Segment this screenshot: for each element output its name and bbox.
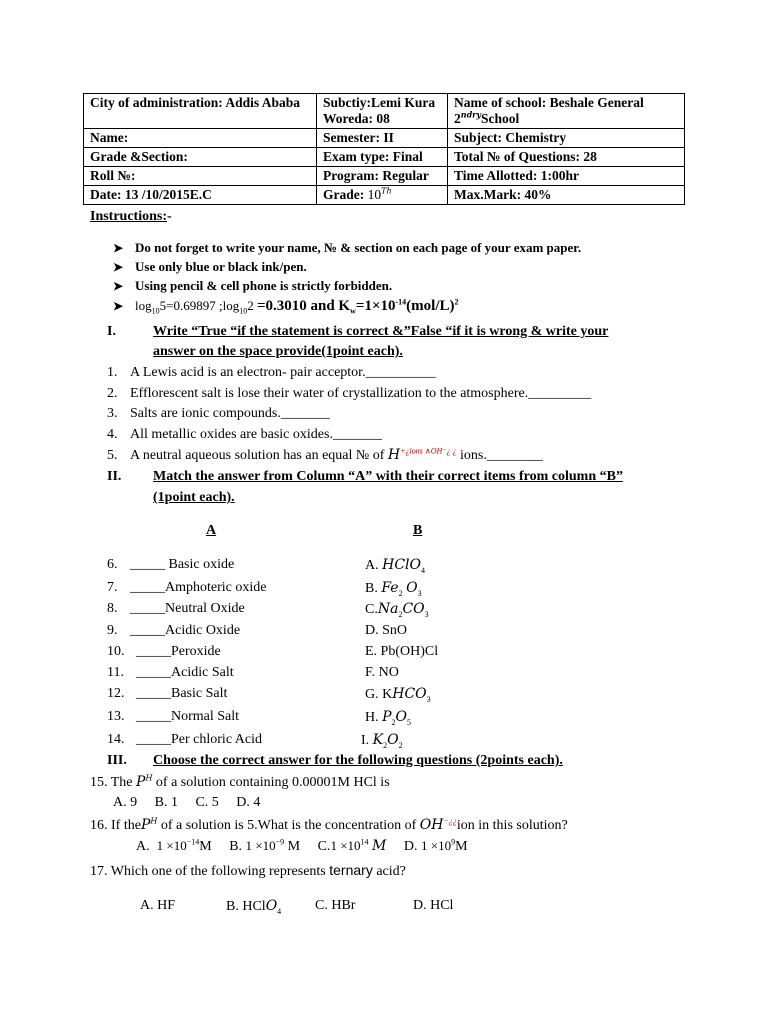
- question-5: 5. A neutral aqueous solution has an equal № of $H^{+¿ions \wedge OH^-¿ ¿}$ ions.________: [107, 446, 543, 463]
- instruction-log-values: ➤ $\log_{10}5=0.69897$ $;\log_{10}2 =0.3010$ and $K_w=1\times 10^{-14}(mol/L)^2$: [113, 295, 581, 317]
- question-1: 1. A Lewis acid is an electron- pair acceptor.__________: [107, 365, 436, 380]
- match-option-e: E. Pb(OH)Cl: [365, 644, 439, 659]
- header-program: Program: Regular: [317, 167, 448, 186]
- match-item-14: 14. _____Per chloric Acid: [107, 732, 262, 747]
- question-3: 3. Salts are ionic compounds._______: [107, 406, 330, 421]
- header-roll: Roll №:: [84, 167, 317, 186]
- header-city: City of administration: Addis Ababa: [84, 94, 317, 129]
- exam-header-table: [83, 93, 685, 205]
- instruction-item: ➤ Do not forget to write your name, № & section on each page of your exam paper.: [113, 238, 581, 257]
- question-17-option-d: D. HCl: [413, 898, 454, 913]
- header-exam-type: Exam type: Final: [317, 148, 448, 167]
- match-item-7: 7. _____Amphoteric oxide: [107, 580, 267, 595]
- question-2: 2. Efflorescent salt is lose their water of crystallization to the atmosphere._________: [107, 386, 592, 401]
- match-item-8: 8. _____Neutral Oxide: [107, 601, 245, 616]
- match-option-f: F. NO: [365, 665, 399, 680]
- match-option-g: G. $KHCO_3$: [365, 686, 431, 704]
- header-subject: Subject: Chemistry: [448, 129, 685, 148]
- header-max-mark: Max.Mark: 40%: [448, 186, 685, 205]
- question-17: 17. Which one of the following represents ternary acid?: [90, 862, 406, 879]
- header-time: Time Allotted: 1:00hr: [448, 167, 685, 186]
- column-b-heading: B: [413, 523, 423, 538]
- match-option-b: B. $Fe_2$ $O_3$: [365, 580, 422, 598]
- match-item-12: 12. _____Basic Salt: [107, 686, 228, 701]
- instruction-list: [113, 238, 581, 317]
- instruction-item: ➤ Using pencil & cell phone is strictly forbidden.: [113, 276, 581, 295]
- match-item-13: 13. _____Normal Salt: [107, 709, 240, 724]
- section-1-heading: I. Write “True “if the statement is correct &”False “if it is wrong & write your answer on the space provide(1point each).: [107, 324, 609, 359]
- section-3-heading: III. Choose the correct answer for the following questions (2points each).: [107, 753, 563, 768]
- header-name: Name:: [84, 129, 317, 148]
- match-option-h: H. $P_2O_5$: [365, 709, 412, 727]
- question-4: 4. All metallic oxides are basic oxides._______: [107, 427, 382, 442]
- question-17-option-b: B. HClO$_4$: [226, 898, 282, 916]
- match-option-a: A. HClO$_4$: [365, 557, 426, 575]
- school-name: Name of school: Beshale General: [454, 95, 644, 110]
- header-subcity: Subctiy:Lemi Kura Woreda: 08: [317, 94, 448, 129]
- match-option-i: I. $K_2O_2$: [361, 732, 403, 750]
- question-17-option-a: A. HF: [140, 898, 176, 913]
- match-option-d: D. SnO: [365, 623, 408, 638]
- header-grade-section: Grade &Section:: [84, 148, 317, 167]
- header-total-questions: Total № of Questions: 28: [448, 148, 685, 167]
- arrowhead-icon: ➤: [113, 279, 124, 293]
- question-16-options: A. $1 \times 10^{-14}M$ B. $1 \times 10^{-9}$ M $C.1 \times 10^{14}$ M D. $1 \times 10^9M$: [136, 837, 468, 854]
- question-15: 15. The $P^H$ of a solution containing 0.00001M HCl is: [90, 773, 390, 790]
- header-school: Name of school: Beshale General $2^{ndry}School$: [448, 94, 685, 129]
- header-date: Date: 13 /10/2015E.C: [84, 186, 317, 205]
- arrowhead-icon: ➤: [113, 260, 124, 274]
- header-semester: Semester: II: [317, 129, 448, 148]
- question-16: 16. If theP$^H$ of a solution is 5.What is the concentration of OH−¿¿ion in this solution?: [90, 816, 568, 833]
- arrowhead-icon: ➤: [113, 241, 124, 255]
- arrowhead-icon: ➤: [113, 299, 124, 313]
- match-item-10: 10. _____Peroxide: [107, 644, 221, 659]
- section-2-heading: II. Match the answer from Column “A” with their correct items from column “B” (1point each).: [107, 469, 623, 505]
- instructions-title: Instructions:-: [90, 209, 172, 224]
- question-15-options: A. 9 B. 1 C. 5 D. 4: [113, 795, 261, 810]
- column-a-heading: A: [206, 523, 217, 538]
- match-item-6: 6. _____ Basic oxide: [107, 557, 235, 572]
- match-item-9: 9. _____Acidic Oxide: [107, 623, 241, 638]
- match-option-c: $C.Na_2CO_3$: [365, 601, 429, 619]
- header-grade: Grade: 10Th: [317, 186, 448, 205]
- match-item-11: 11. _____Acidic Salt: [107, 665, 234, 680]
- instruction-item: ➤ Use only blue or black ink/pen.: [113, 257, 581, 276]
- question-17-option-c: C. HBr: [315, 898, 356, 913]
